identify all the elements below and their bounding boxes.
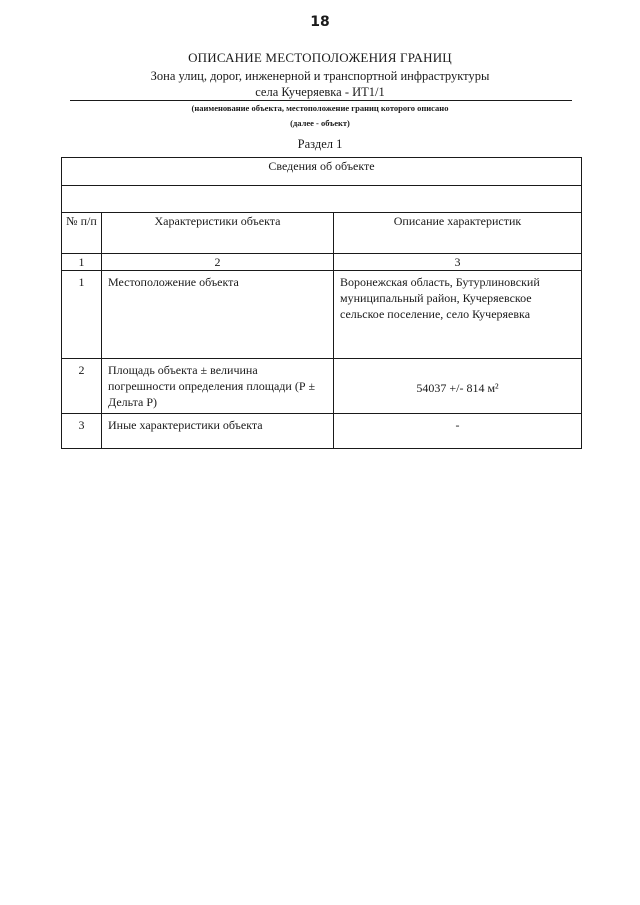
- col-index-1: 1: [62, 254, 102, 271]
- col-header-description: Описание характеристик: [334, 213, 582, 254]
- table-row: [62, 414, 582, 449]
- document-title: ОПИСАНИЕ МЕСТОПОЛОЖЕНИЯ ГРАНИЦ: [188, 50, 452, 65]
- row-num: 3: [62, 414, 102, 449]
- underline-divider: [70, 100, 572, 101]
- row-characteristic: Иные характеристики объекта: [102, 414, 334, 449]
- table-empty-row: [62, 186, 582, 213]
- col-header-characteristic: Характеристики объекта: [102, 213, 334, 254]
- table-row: [62, 359, 582, 414]
- object-caption-line-2: (далее - объект): [290, 118, 350, 128]
- section-title: Раздел 1: [297, 137, 343, 151]
- page-number: 18: [310, 14, 330, 30]
- table-heading-row: [62, 158, 582, 186]
- row-characteristic: Местоположение объекта: [102, 271, 334, 359]
- row-num: 1: [62, 271, 102, 359]
- col-header-num: № п/п: [62, 213, 102, 254]
- table-row: [62, 271, 582, 359]
- table-empty-cell: [62, 186, 582, 213]
- object-info-table: [61, 157, 582, 449]
- col-index-2: 2: [102, 254, 334, 271]
- table-column-index-row: [62, 254, 582, 271]
- row-num: 2: [62, 359, 102, 414]
- object-name-line-1: Зона улиц, дорог, инженерной и транспортной инфраструктуры: [150, 69, 490, 83]
- col-index-3: 3: [334, 254, 582, 271]
- table-heading: Сведения об объекте: [62, 158, 582, 186]
- table-column-header-row: [62, 213, 582, 254]
- row-characteristic: Площадь объекта ± величина погрешности определения площади (Р ± Дельта Р): [102, 359, 334, 414]
- row-description: 54037 +/- 814 м²: [334, 359, 582, 414]
- row-description: -: [334, 414, 582, 449]
- object-caption-line-1: (наименование объекта, местоположение границ которого описано: [191, 103, 449, 113]
- object-name-line-2: села Кучеряевка - ИТ1/1: [255, 85, 385, 99]
- row-description: Воронежская область, Бутурлиновский муниципальный район, Кучеряевское сельское поселение, село Кучеряевка: [334, 271, 582, 359]
